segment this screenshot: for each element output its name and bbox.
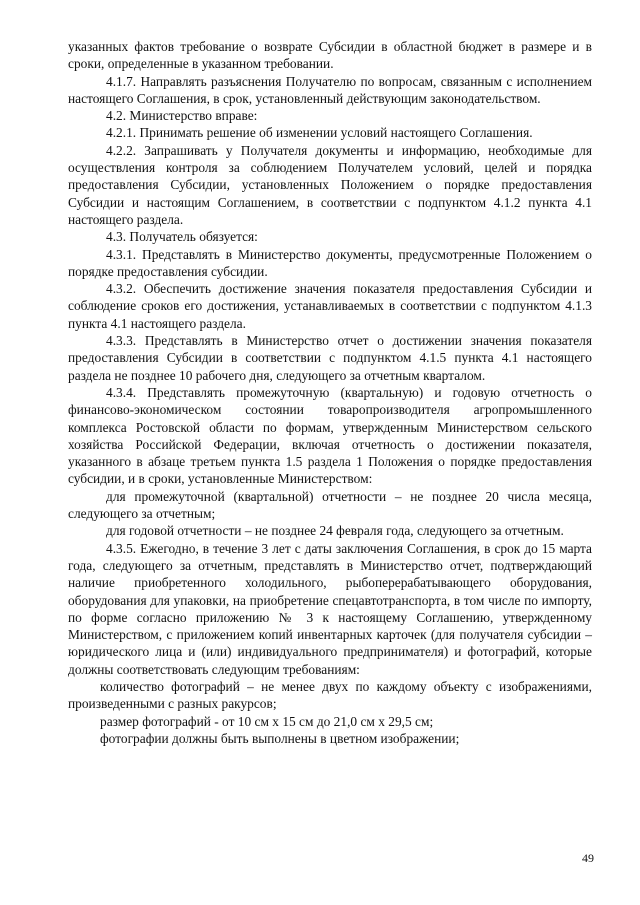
paragraph-annual-reporting: для годовой отчетности – не позднее 24 февраля года, следующего за отчетным.	[106, 523, 564, 539]
paragraph-4-3: 4.3. Получатель обязуется:	[106, 229, 258, 245]
paragraph-4-3-2: 4.3.2. Обеспечить достижение значения показателя предоставления Субсидии и соблюдение сроков его достижения, устанавливаемых в соответствии с подпунктом 4.1.3 пункта 4.1 настоящего раздела.	[68, 281, 592, 331]
page-number: 49	[582, 851, 594, 865]
paragraph-4-3-4: 4.3.4. Представлять промежуточную (квартальную) и годовую отчетность о финансово-экономическом состоянии товаропроизводителя агропромышленного комплекса Ростовской области по формам, утвержденным Министерством сельского хозяйства Российской Федерации, включая отчетность о достижении показателя, указанного в абзаце третьем пункта 1.5 раздела 1 Положения о порядке предоставления субсидии, и в сроки, установленные Министерством:	[68, 384, 592, 487]
paragraph-photo-size: размер фотографий - от 10 см х 15 см до 21,0 см х 29,5 см;	[100, 713, 434, 729]
paragraph-4-2-1: 4.2.1. Принимать решение об изменении условий настоящего Соглашения.	[106, 125, 533, 141]
paragraph-4-3-3: 4.3.3. Представлять в Министерство отчет о достижении значения показателя предоставления Субсидии в соответствии с подпунктом 4.1.5 пункта 4.1 настоящего раздела не позднее 10 рабочего дня, следующего за отчетным кварталом.	[68, 333, 592, 383]
paragraph-photo-color: фотографии должны быть выполнены в цветном изображении;	[100, 730, 460, 746]
paragraph-photo-count: количество фотографий – не менее двух по каждому объекту с изображениями, произведенными с разных ракурсов;	[68, 678, 592, 712]
paragraph-4-3-5: 4.3.5. Ежегодно, в течение 3 лет с даты заключения Соглашения, в срок до 15 марта года, следующего за отчетным, представлять в Министерство отчет, подтверждающий наличие приобретенного холодильного, рыбоперерабатывающего оборудования, оборудования для упаковки, на приобретение спецавтотранспорта, в том числе по импорту, по форме согласно приложению № 3 к настоящему Соглашению, утвержденному Министерством, с приложением копий инвентарных карточек (для получателя субсидии – юридического лица и (или) индивидуального предпринимателя) и фотографий, которые должны соответствовать следующим требованиям:	[68, 540, 592, 677]
paragraph-quarterly-reporting: для промежуточной (квартальной) отчетности – не позднее 20 числа месяца, следующего за отчетным;	[68, 488, 592, 522]
paragraph-continuation: указанных фактов требование о возврате Субсидии в областной бюджет в размере и в сроки, определенные в указанном требовании.	[68, 39, 592, 72]
paragraph-4-2-2: 4.2.2. Запрашивать у Получателя документы и информацию, необходимые для осуществления контроля за соблюдением Получателем условий, целей и порядка предоставления Субсидии, установленных Положением о порядке предоставления Субсидии и настоящим Соглашением, в соответствии с подпунктом 4.1.2 пункта 4.1 настоящего раздела.	[68, 142, 592, 227]
document-body	[68, 38, 592, 747]
paragraph-4-1-7: 4.1.7. Направлять разъяснения Получателю по вопросам, связанным с исполнением настоящего Соглашения, в срок, установленный действующим законодательством.	[68, 73, 592, 106]
paragraph-4-2: 4.2. Министерство вправе:	[106, 108, 258, 124]
paragraph-4-3-1: 4.3.1. Представлять в Министерство документы, предусмотренные Положением о порядке предоставления субсидии.	[68, 246, 592, 279]
